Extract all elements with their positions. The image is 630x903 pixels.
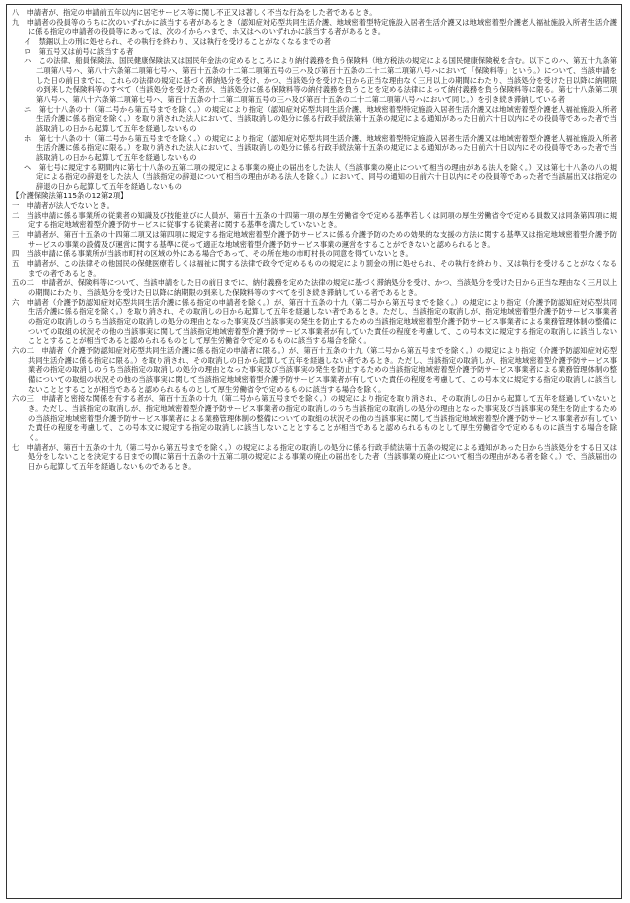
document-frame <box>6 4 622 899</box>
clause-9-he: ヘ 第七号に規定する期間内に第七十八条の五第二項の規定による事業の廃止の届出をした法人（当該事業の廃止について相当の理由がある法人を除く。）又は第七十八条の八の規定による指定の辞退をした法人（当該指定の辞退について相当の理由がある法人を除く。）において、同号の通知の日前六十日以内にその役員等であった者で当該届出又は指定の辞退の日から起算して五年を経過しないもの <box>24 162 617 191</box>
document-body <box>12 8 617 898</box>
item-2: 二 当該申請に係る事業所の従業者の知識及び技能並びに人員が、第百十五条の十四第一項の厚生労働省令で定める基準若しくは同項の厚生労働省令で定める員数又は同条第四項に規定する指定地域密着型介護予防サービスに従事する従業者に関する基準を満たしていないとき。 <box>12 210 617 230</box>
item-4: 四 当該申請に係る事業所が当該市町村の区域の外にある場合であって、その所在地の市町村長の同意を得ていないとき。 <box>12 249 413 259</box>
section-heading: 【介護保険法第115条の12第2項】 <box>12 191 128 201</box>
clause-9-ha: ハ この法律、船員保険法、国民健康保険法又は国民年金法の定めるところにより納付義務を負う保険料（地方税法の規定による国民健康保険税を含む。以下このハ、第五十九条第二項第八号ハ、第八十六条第二項第七号ハ、第百十五条の十二第二項第五号の三ハ及び第百十五条の二十二第二項第八号ハにおいて「保険料等」という。）について、当該申請をした日の前日までに、これらの法律の規定に基づく滞納処分を受け、かつ、当該処分を受けた日から正当な理由なく三月以上の期間にわたり、当該処分を受けた日以降に納期限の到来した保険料等のすべて（当該処分を受けた者が、当該処分に係る保険料等の納付義務を負うことを定める法律によって納付義務を負う保険料等に限る。第七十八条第二項第八号ハ、第八十六条第二項第七号ハ、第百十五条の十二第二項第五号の三ハ及び第百十五条の二十二第二項第八号ハにおいて同じ。）を引き続き滞納している者 <box>24 56 617 104</box>
item-6: 六 申請者（介護予防認知症対応型共同生活介護に係る指定の申請者を除く。）が、第百十五条の十九（第二号から第五号までを除く。）の規定により指定（介護予防認知症対応型共同生活介護に係る指定を除く。）を取り消され、その取消しの日から起算して五年を経過しない者であるとき。ただし、当該指定の取消しが、指定地域密着型介護予防サービス事業者の指定の取消しのうち当該指定の取消しの処分の理由となった事実及び当該事実の発生を防止するための当該指定地域密着型介護予防サービス事業者による業務管理体制の整備についての取組の状況その他の当該事実に関して当該指定地域密着型介護予防サービス事業者が有していた責任の程度を考慮して、この号本文に規定する指定の取消しに該当しないこととすることが相当であると認められるものとして厚生労働省令で定めるものに該当する場合を除く。 <box>12 297 617 346</box>
clause-9-ho: ホ 第七十八条の十（第二号から第五号までを除く。）の規定により指定（認知症対応型共同生活介護、地域密着型特定施設入居者生活介護又は地域密着型介護老人福祉施設入所者生活介護に係る指定に限る。）を取り消された法人において、当該取消しの処分に係る行政手続法第十五条の規定による通知があった日前六十日以内にその役員等であった者で当該取消しの日から起算して五年を経過しないもの <box>24 133 617 162</box>
item-7: 七 申請者が、第百十五条の十九（第二号から第五号までを除く。）の規定による指定の取消しの処分に係る行政手続法第十五条の規定による通知があった日から当該処分をする日又は処分をしないことを決定する日までの間に第百十五条の十五第二項の規定による事業の廃止の届出をした者（当該事業の廃止について相当の理由がある者を除く。）で、当該届出の日から起算して五年を経過しないものであるとき。 <box>12 442 617 471</box>
clause-9: 九 申請者の役員等のうちに次のいずれかに該当する者があるとき（認知症対応型共同生活介護、地域密着型特定施設入居者生活介護又は地域密着型介護老人福祉施設入所者生活介護に係る指定の申請者の役員等にあっては、次のイからハまで、ホ又はヘのいずれかに該当する者があるとき。 <box>12 17 617 37</box>
clause-8: 八 申請者が、指定の申請前五年以内に居宅サービス等に関し不正又は著しく不当な行為をした者であるとき。 <box>12 8 377 17</box>
clause-9-i: イ 禁錮以上の刑に処せられ、その執行を終わり、又は執行を受けることがなくなるまでの者 <box>24 36 331 46</box>
item-6-2: 六の二 申請者（介護予防認知症対応型共同生活介護に係る指定の申請者に限る。）が、第百十五条の十九（第二号から第五号までを除く。）の規定により指定（介護予防認知症対応型共同生活介護に係る指定に限る。）を取り消され、その取消しの日から起算して五年を経過しない者であるとき。ただし、当該指定の取消しが、指定地域密着型介護予防サービス事業者の指定の取消しのうち当該指定の取消しの処分の理由となった事実及び当該事実の発生を防止するための当該指定地域密着型介護予防サービス事業者による業務管理体制の整備についての取組の状況その他の当該事実に関して当該指定地域密着型介護予防サービス事業者が有していた責任の程度を考慮して、この号本文に規定する指定の取消しに該当しないこととすることが相当であると認められるものとして厚生労働省令で定めるものに該当する場合を除く。 <box>12 345 617 394</box>
item-1: 一 申請者が法人でないとき。 <box>12 201 114 211</box>
clause-9-ro: ロ 第五号又は前号に該当する者 <box>24 46 134 56</box>
clause-9-ni: ニ 第七十八条の十（第二号から第五号までを除く。）の規定により指定（認知症対応型共同生活介護、地域密着型特定施設入居者生活介護又は地域密着型介護老人福祉施設入所者生活介護に係る指定を除く。）を取り消された法人において、当該取消しの処分に係る行政手続法第十五条の規定による通知があった日前六十日以内にその役員等であった者で当該取消しの日から起算して五年を経過しないもの <box>24 104 617 133</box>
item-6-3: 六の三 申請者と密接な関係を有する者が、第百十五条の十九（第二号から第五号までを除く。）の規定により指定を取り消され、その取消しの日から起算して五年を経過していないとき。ただし、当該指定の取消しが、指定地域密着型介護予防サービス事業者の指定の取消しのうち当該指定の取消しの処分の理由となった事実及び当該事実の発生を防止するための当該指定地域密着型介護予防サービス事業者による業務管理体制の整備についての取組の状況その他の当該事実に関して当該指定地域密着型介護予防サービス事業者が有していた責任の程度を考慮して、この号本文に規定する指定の取消しに該当しないこととすることが相当であると認められるものとして厚生労働省令で定めるものに該当する場合を除く。 <box>12 394 617 442</box>
item-3: 三 申請者が、第百十五条の十四第二項又は第四項に規定する指定地域密着型介護予防サービスに係る介護予防のための効果的な支援の方法に関する基準又は指定地域密着型介護予防サービスの事業の設備及び運営に関する基準に従って適正な地域密着型介護予防サービス事業の運営をすることができないと認められるとき。 <box>12 230 617 249</box>
item-5-2: 五の二 申請者が、保険料等について、当該申請をした日の前日までに、納付義務を定めた法律の規定に基づく滞納処分を受け、かつ、当該処分を受けた日から正当な理由なく三月以上の期間にわたり、当該処分を受けた日以降に納期限の到来した保険料等のすべてを引き続き滞納している者であるとき。 <box>12 278 617 298</box>
item-5: 五 申請者が、この法律その他国民の保健医療若しくは福祉に関する法律で政令で定めるものの規定により罰金の刑に処せられ、その執行を終わり、又は執行を受けることがなくなるまでの者であるとき。 <box>12 259 617 278</box>
